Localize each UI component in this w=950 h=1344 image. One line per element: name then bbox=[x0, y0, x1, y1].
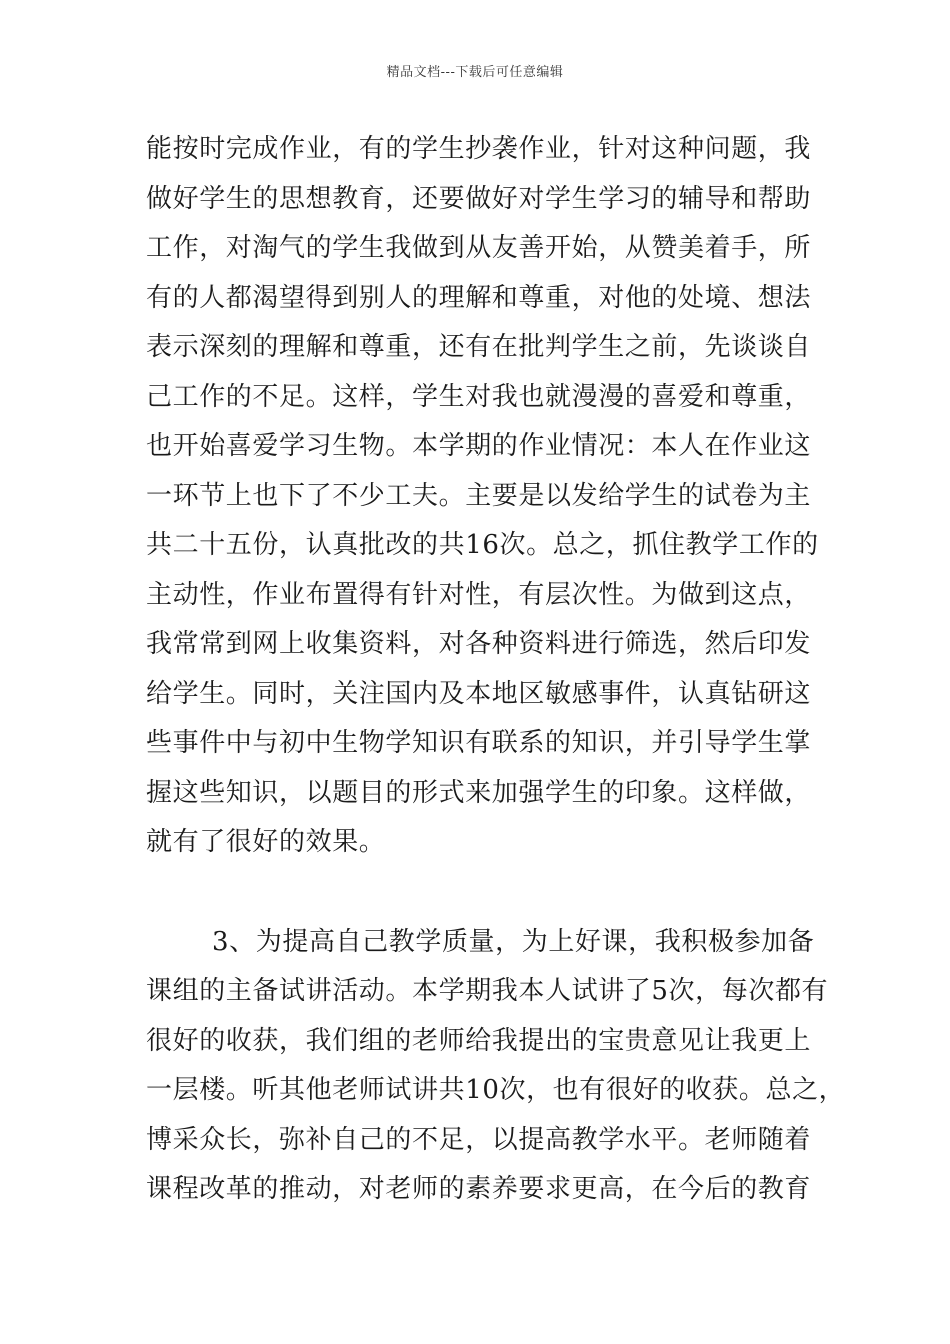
text-line: 些事件中与初中生物学知识有联系的知识，并引导学生掌 bbox=[146, 728, 812, 758]
text-line: 就有了很好的效果。 bbox=[146, 827, 386, 857]
text-line: 我常常到网上收集资料，对各种资料进行筛选，然后印发 bbox=[146, 629, 812, 659]
page-header: 精品文档---下载后可任意编辑 bbox=[386, 65, 564, 80]
text-line: 握这些知识，以题目的形式来加强学生的印象。这样做， bbox=[146, 777, 812, 808]
text-line: 表示深刻的理解和尊重，还有在批判学生之前，先谈谈自 bbox=[146, 332, 812, 362]
text-line: 给学生。同时，关注国内及本地区敏感事件，认真钻研这 bbox=[146, 678, 812, 709]
text-line: 很好的收获，我们组的老师给我提出的宝贵意见让我更上 bbox=[146, 1025, 812, 1056]
document-body bbox=[146, 125, 846, 1215]
text-line: 工作，对淘气的学生我做到从友善开始，从赞美着手，所 bbox=[146, 233, 812, 263]
paragraph-1 bbox=[146, 125, 819, 868]
text-line-indented: 3、为提高自己教学质量，为上好课，我积极参加备 bbox=[212, 926, 815, 957]
text-line: 一层楼。听其他老师试讲共10次，也有很好的收获。总之， bbox=[146, 1075, 846, 1105]
text-line: 课组的主备试讲活动。本学期我本人试讲了5次，每次都有 bbox=[146, 976, 829, 1006]
text-line: 博采众长，弥补自己的不足，以提高教学水平。老师随着 bbox=[146, 1124, 812, 1155]
text-line: 能按时完成作业，有的学生抄袭作业，针对这种问题，我 bbox=[146, 134, 812, 164]
paragraph-2 bbox=[146, 918, 846, 1215]
text-line: 也开始喜爱学习生物。本学期的作业情况：本人在作业这 bbox=[146, 431, 812, 461]
text-line: 共二十五份，认真批改的共16次。总之，抓住教学工作的 bbox=[146, 530, 819, 560]
text-line: 有的人都渴望得到别人的理解和尊重，对他的处境、想法 bbox=[146, 282, 812, 313]
text-line: 主动性，作业布置得有针对性，有层次性。为做到这点， bbox=[146, 579, 812, 610]
text-line: 一环节上也下了不少工夫。主要是以发给学生的试卷为主 bbox=[146, 480, 812, 511]
paragraph-spacer bbox=[146, 868, 816, 918]
text-line: 课程改革的推动，对老师的素养要求更高，在今后的教育 bbox=[146, 1174, 812, 1204]
text-line: 己工作的不足。这样，学生对我也就漫漫的喜爱和尊重， bbox=[146, 381, 812, 412]
text-line: 做好学生的思想教育，还要做好对学生学习的辅导和帮助 bbox=[146, 183, 812, 214]
